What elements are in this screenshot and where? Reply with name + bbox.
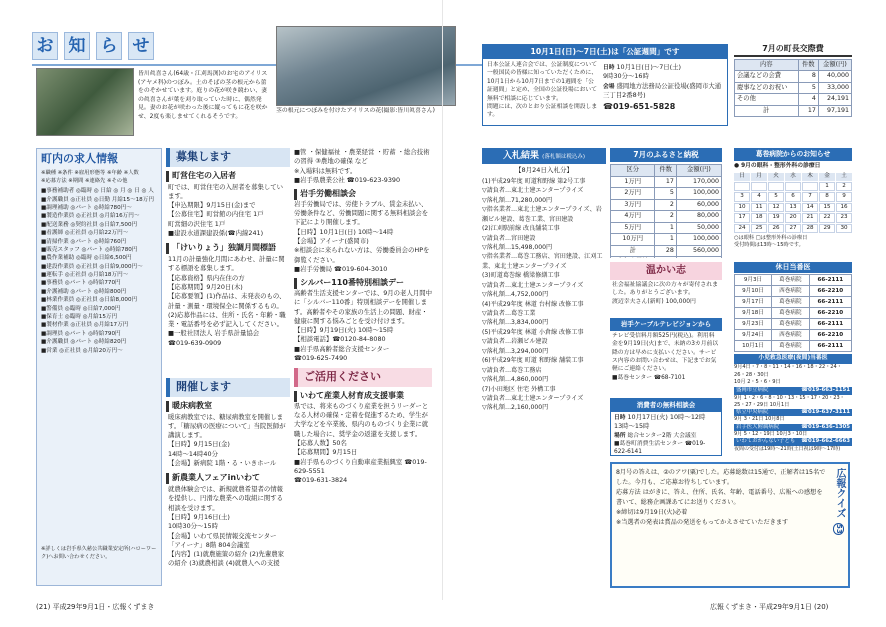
jinzai-body: 県では、将来ものづくり産業を担うリーダーとなる人材の確保・定着を促進するため、学生が大学などを卒業後、県内のものづくり企業に就職した場合に、奨学金の返還を支援します。 【応募人数】50名 【応募期間】9月15日 ■岩手県ものづくり自動車産業振興室 ☎019-629-5551 ☎019-631-3824 — [294, 401, 429, 485]
calendar-day: 26 — [768, 224, 784, 234]
hospital-body: 9月 5・12・19日 10月3・10日 — [734, 431, 808, 438]
calendar-day: 24 — [734, 224, 750, 234]
calendar-day — [751, 182, 767, 192]
boshu-section — [166, 148, 290, 374]
calendar-day: 22 — [819, 213, 835, 223]
furusato-cell: 2 — [655, 211, 676, 223]
cable-title: 岩手ケーブルテレビジョンから — [610, 318, 722, 331]
silver-body: 高齢者生活支援センターでは、9月の老人月間中に「シルバー110番」特別相談デーを開催します。高齢者やその家族の生活上の問題、財産・健康に関する悩みごとを受け付けます。 【日時】9月19日(火) 10時～15時 【相談電話】☎0120-84-8080 ■岩手県高齢者総合支援センター ☎019-625-7490 — [294, 288, 432, 362]
calendar-day: 25 — [751, 224, 767, 234]
bid-title-bar — [482, 148, 606, 164]
holiday-cell: 西巻病院 — [772, 330, 810, 341]
furusato-cell: 1 — [655, 222, 676, 234]
photo2-caption: 茎の根元につぼみを付けたアイリスの花(撮影:皆川眞喜さん) — [276, 108, 435, 114]
furusato-cell: 10万円 — [611, 234, 655, 246]
jinzai-title: いわて産業人材育成支援事業 — [294, 391, 432, 402]
quiz-title: 広報クイズ — [834, 468, 845, 518]
clinic-title: 葛巻病院からのお知らせ — [734, 148, 852, 161]
mayor-cell: 4 — [798, 94, 818, 106]
boshu-s1-title: 町営住宅の入居者 — [166, 171, 290, 182]
mayor-title: 7月の町長交際費 — [734, 44, 852, 57]
calendar-day: 5 — [768, 192, 784, 202]
mayor-cell: 97,191 — [818, 105, 851, 117]
kaisai-s2-title: 新農業人フェアinいわて — [166, 473, 290, 484]
holiday-cell: 66-2111 — [809, 341, 851, 352]
calendar-weekday: 月 — [751, 173, 767, 181]
calendar-day: 12 — [768, 203, 784, 213]
banner-char-4: せ — [128, 32, 154, 60]
holiday-cell: 10月1日 — [735, 341, 772, 352]
calendar-day: 20 — [785, 213, 801, 223]
katsuyo-title: ご活用ください — [294, 368, 432, 387]
furusato-cell: 2万円 — [611, 188, 655, 200]
mayor-cell: 33,000 — [818, 82, 851, 94]
holiday-cell: 66-2210 — [809, 308, 851, 319]
hospital-body: 9月 1・2・6・8・10・13・15・17・20・23・25・27・29日 10月1日 — [734, 394, 845, 408]
holiday-cell: 66-2111 — [809, 275, 851, 286]
page-banner — [32, 32, 172, 62]
calendar-weekday: 水 — [785, 173, 801, 181]
hospital-body: 夜間の受付は19時～21時(土日祝は9時～17時) — [734, 445, 841, 452]
calendar-day: 30 — [836, 224, 852, 234]
calendar-day: 21 — [802, 213, 818, 223]
boshu-s2-title: 「けいりょう」独調月間標語 — [166, 243, 290, 254]
holiday-cell: 66-2111 — [809, 297, 851, 308]
furusato-cell — [676, 257, 721, 258]
furusato-title: 7月のふるさと納税 — [610, 148, 722, 162]
donation-panel — [610, 262, 722, 314]
holiday-cell: 葛巻病院 — [772, 275, 810, 286]
calendar-day — [768, 182, 784, 192]
mayor-cell: 5 — [798, 82, 818, 94]
holiday-cell: 9月24日 — [735, 330, 772, 341]
consumer-place-value: 総合センター2階 大会議室 — [627, 432, 697, 439]
calendar-day: 19 — [768, 213, 784, 223]
quiz-panel — [610, 462, 850, 588]
banner-char-3: ら — [96, 32, 122, 60]
holiday-panel — [734, 262, 852, 458]
furusato-table — [610, 164, 722, 258]
labor-title: 岩手労働相談会 — [294, 189, 432, 200]
hospital-block — [734, 424, 852, 439]
furusato-h2: 金額(円) — [676, 165, 721, 177]
mayor-cell: 慶事などのお祝い — [735, 82, 799, 94]
holiday-cell: 9月18日 — [735, 308, 772, 319]
calendar-day — [802, 182, 818, 192]
furusato-cell — [655, 257, 676, 258]
kaisai-s1-body: 暖床病教室では、糖尿病教室を開催します。「糖尿病の医療について」当院医師が講演します。 【日時】9月15日(金) 14時～14時40分 【会場】新病院 1階・る・いきホール — [168, 412, 286, 468]
holiday-table — [734, 274, 852, 352]
mayor-cell: 24,191 — [818, 94, 851, 106]
hospital-tel: ☎019-637-3111 — [801, 409, 850, 416]
calendar-day: 17 — [734, 213, 750, 223]
clinic-calendar — [734, 173, 852, 233]
footer-right: 広報くずまき・平成29年9月1日 (20) — [710, 603, 829, 611]
bid-body: (1)平成29年度 町道和野線 第2号工事 ▽請負者…東北土建エンタープライズ ▽落札額…71,280,000円 ▽指名業者…東北土建エンタープライズ、岩瀬ビル建設、葛巻工業、宮田建設 (2)江刈駅前線 改良舗装工事 ▽請負者…宮田建設 ▽落札額…15,498,000円 ▽指名業者…葛巻工務店、宮田建設、江刈工業、東北土建エンタープライズ (3)町道葛巻線 橋梁修繕工事 ▽請負者…東北土建エンタープライズ ▽落札額…4,752,000円 (4)平成29年度 林道 台村線 改修工事 ▽請負者…葛巻工業 ▽落札額…3,834,000円 (5)平成29年度 林道 小倉線 改修工事 ▽請負者…岩瀬ビル建設 ▽落札額…3,294,000円 (6)平成29年度 町道 和野線 舗装工事 ▽請負者…葛巻工務店 ▽落札額…4,860,000円 (7)小田地区 住宅 外構工事 ▽請負者…東北土建エンタープライズ ▽落札額…2,160,000円 — [482, 177, 603, 412]
holiday-cell: 9月23日 — [735, 319, 772, 330]
holiday-cell: 66-2210 — [809, 286, 851, 297]
donation-body: 社会福祉協議会に次の方々が寄付されました。ありがとうございます。 渡辺幸夫さん(新町) 100,000円 — [612, 281, 719, 305]
silver-title: シルバー110番特別相談デー — [294, 278, 432, 289]
calendar-day: 1 — [819, 182, 835, 192]
calendar-weekday: 火 — [768, 173, 784, 181]
calendar-weekday: 木 — [802, 173, 818, 181]
banner-char-2: 知 — [64, 32, 90, 60]
furusato-h1: 件数 — [655, 165, 676, 177]
furusato-cell: 60,000 — [676, 199, 721, 211]
mayor-table — [734, 59, 852, 118]
furusato-cell: 4万円 — [611, 211, 655, 223]
kaisai-section — [166, 378, 290, 586]
calendar-day: 2 — [836, 182, 852, 192]
pediatric-title: 小児救急医療(夜間)当番医 — [734, 354, 852, 364]
notice-title: 10月1日(日)～7日(土)は「公証週間」です — [483, 45, 727, 59]
iris-photo-detail — [276, 26, 456, 106]
furusato-cell: 50,000 — [676, 222, 721, 234]
notice-contact: ☎019-651-5828 — [603, 101, 676, 111]
furusato-cell: 80,000 — [676, 211, 721, 223]
holiday-cell: 葛巻病院 — [772, 297, 810, 308]
calendar-day: 27 — [785, 224, 801, 234]
notice-date-label: 日時 — [603, 65, 615, 71]
furusato-cell: 100,000 — [676, 234, 721, 246]
calendar-day: 8 — [819, 192, 835, 202]
holiday-cell: 葛巻病院 — [772, 319, 810, 330]
banner-char-1: お — [32, 32, 58, 60]
hospital-name: 県立中央病院 — [736, 409, 769, 416]
hospital-tel: ☎019-662-6663 — [801, 438, 850, 445]
hospital-block — [734, 387, 852, 409]
consumer-title: 消費者の無料相談会 — [611, 399, 721, 412]
furusato-cell: 2 — [655, 199, 676, 211]
labor-body: 岩手労働局では、労使トラブル、賃金未払い、労働条件など、労働問題に関する無料相談会を下記により開催します。 【日時】10月1日(日) 10時～14時 【会場】アイーナ(盛岡市) ※相談会に来られない方は、労働委員会のHPを御覧ください。 ■岩手労働局 ☎019-604-3010 — [294, 199, 430, 273]
jobs-body: ■事務補助者 ◎臨時 ◎ 日給 ◎ 月 ◎ 日 ◎ 人 ■介護職員 ◎正社員 ◎日勤 月給15～18万円 ■調理補助 ◎パート ◎時給780円～ ■製造作業員 ◎正社員 ◎月給16万円～ ■配送業務 ◎契約社員 ◎日給7,500円 ■看護師 ◎正社員 ◎月給22万円～ ■清掃作業 ◎パート ◎時給760円 ■販売スタッフ ◎パート ◎時給780円 ■農作業補助 ◎臨時 ◎日給6,500円 ■建設作業員 ◎正社員 ◎日給9,000円～ ■運転手 ◎正社員 ◎月給18万円～ ■事務員 ◎パート ◎時給770円 ■介護補助 ◎パート ◎時給800円 ■林業作業員 ◎正社員 ◎日給8,000円 ■警備員 ◎臨時 ◎日給7,000円 ■保育士 ◎臨時 ◎月給15万円 ■製材作業 ◎正社員 ◎月給17万円 ■調理員 ◎パート ◎時給790円 ■介護職員 ◎パート ◎時給820円 ■営業 ◎正社員 ◎月給20万円～ — [41, 188, 154, 354]
iris-photo-main — [36, 68, 134, 136]
jobs-intro: ※職種 ※条件 ※雇用形態等 ※年齢 ※人数 ※応募方法 ※期間 ※連絡先 ※その他 — [41, 169, 139, 184]
calendar-weekday: 日 — [734, 173, 750, 181]
quiz-body: 8月号の答えは、②のアワ(粟)でした。応募総数は15通で、正解者は15名でした。今月も、ご応募お待ちしています。 応募方法 はがきに、答え、住所、氏名、年齢、電話番号、広報への感想を書いて、総務企画課あてにお送りください。 ※締切は9月19日(火)必着 ※当選者の発表は賞品の発送をもってかえさせていただきます — [616, 469, 826, 526]
furusato-cell: 560,000 — [676, 245, 721, 257]
mayor-cell: 17 — [798, 105, 818, 117]
mayor-h0: 内容 — [735, 59, 799, 71]
consumer-date-label: 日時 — [614, 414, 626, 421]
center-gutter — [442, 0, 443, 600]
furusato-cell: 28 — [655, 245, 676, 257]
notice-place-label: 会場 — [603, 83, 615, 90]
footer-left: (21) 平成29年9月1日・広報くずまき — [36, 603, 155, 611]
furusato-cell: 5万円 — [611, 222, 655, 234]
cable-body: テレビ受信料月額525円(税込)。利用料金を9月19日(火)まで、未納の3カ月前以降の方は早めに支払いください。サービス内容のお問い合わせは、下記までお気軽にご連絡ください。 ■葛巻センター ☎68-7101 — [612, 332, 719, 381]
bid-results-panel — [482, 148, 606, 586]
holiday-cell: 66-2210 — [809, 330, 851, 341]
bid-date: 【8月24日入札分】 — [515, 166, 573, 175]
boshu-s2-body: 11月の計量強化月間にあわせ、計量に関する標語を募集します。 【応募資格】県内在住の方 【応募期間】9月20日(木) 【応募要領】(1)作品は、未発表のもの、計量・測量・環境保全に関係するもの。(2)応募作品には、住所・氏名・年齢・職業・電話番号を必ず記入してください。 ■一般社団法人 岩手県計量協会 ☎019-639-0909 — [168, 255, 286, 347]
kaisai-s1-title: 暖床病教室 — [166, 401, 290, 412]
col3-p0: ■管 ・保健福祉 ・農業経営 ・貯蓄 ・総合技術の習得 ③農地の確保 など ※入場料は無料です。 ■岩手県農業公社 ☎019-623-9390 — [294, 148, 430, 184]
bid-sub: (落札額は税込み) — [542, 154, 585, 160]
calendar-day: 29 — [819, 224, 835, 234]
consumer-contact: ■葛巻町消費生活センター ☎019-622-6141 — [614, 440, 706, 456]
clinic-note: 受付時間は13時～15時です。 — [734, 242, 804, 249]
quiz-title-block — [828, 468, 846, 535]
furusato-cell: 100,000 — [676, 188, 721, 200]
hospital-name: いわておかんない子ども — [736, 438, 796, 445]
furusato-cell — [611, 257, 655, 258]
hospital-tel: ☎019-663-1151 — [801, 387, 850, 394]
holiday-cell: 9月10日 — [735, 286, 772, 297]
mayor-cell: 8 — [798, 71, 818, 83]
col3-section — [294, 148, 432, 586]
hospital-block — [734, 438, 852, 453]
hospital-body: 9月 3・21日 10月8日 — [734, 416, 785, 423]
notice-date-value: 10月1日(日)～7日(土) 9時30分～16時 — [603, 63, 682, 81]
calendar-day: 4 — [751, 192, 767, 202]
calendar-day — [785, 182, 801, 192]
notice-place-value: 盛岡地方法務局公証役場(盛岡市大通三丁目2番8号) — [603, 81, 722, 100]
calendar-weekday: 金 — [819, 173, 835, 181]
jobs-footer: ※詳しくは岩手県久慈公共職業安定所(ハローワーク)へお問い合わせください。 — [41, 546, 157, 560]
holiday-title: 休日当番医 — [734, 262, 852, 273]
consumer-panel — [610, 398, 722, 456]
furusato-cell: 170,000 — [676, 176, 721, 188]
boshu-s1-body: 町では、町営住宅の入居者を募集しています。 【申込期限】9月15日(金)まで 【公募住宅】町営館の内住宅 1戸 町営細の沢住宅 1戸 ■建設水道課建設係(☎内線241) — [168, 182, 284, 238]
mayor-cell: その他 — [735, 94, 799, 106]
pediatric-body: 9月4日・7・8・11・14・16・18・22・24・26・28・30日 10月 2・5・6・9日 — [734, 364, 842, 385]
kaisai-s2-body: 就農体験会では、新規就農希望者の情報を提供し、円滑な農業への取組に関する相談を受けます。 【日時】9月16日(土) 10時30分～15時 【会場】いわて県民情報交流センター「アイーナ」8階 804会議室 【内容】(1)就農施策の紹介 (2)先輩農家の紹介 (3)就農相談 (4)就農人への支援 — [168, 485, 284, 568]
holiday-cell: 葛巻病院 — [772, 341, 810, 352]
calendar-day: 23 — [836, 213, 852, 223]
hospital-name: 岩手医大附属病院 — [736, 423, 780, 430]
calendar-day: 14 — [802, 203, 818, 213]
clinic-legend: ○は眼科 □は整形外科の診療日 — [734, 235, 808, 242]
calendar-weekday: 土 — [836, 173, 852, 181]
calendar-day: 16 — [836, 203, 852, 213]
calendar-day: 7 — [802, 192, 818, 202]
donation-title: 温かい志 — [610, 262, 722, 280]
holiday-cell: 葛巻病院 — [772, 308, 810, 319]
boshu-title: 募集します — [166, 148, 290, 167]
calendar-day: 10 — [734, 203, 750, 213]
calendar-day: 9 — [836, 192, 852, 202]
notice-panel — [482, 44, 728, 126]
furusato-panel — [610, 148, 722, 258]
furusato-h0: 区分 — [611, 165, 655, 177]
calendar-day: 13 — [785, 203, 801, 213]
mayor-expense-panel — [734, 44, 852, 124]
notice-body: 日本公証人連合会では、公証制度について一般国民の皆様に知っていただくために、10月1日から10月7日までの1週間を「公証週間」と定め、全国の公証役場において無料で相談に応じています。 問題には、次のとおり公証相談を開設します。 — [487, 62, 598, 119]
furusato-cell: 5 — [655, 188, 676, 200]
mayor-cell: 会議などの会費 — [735, 71, 799, 83]
consumer-place-label: 場所 — [614, 432, 626, 439]
furusato-cell: 計 — [611, 245, 655, 257]
bid-title: 入札結果 — [503, 151, 540, 161]
photo-caption: 皆川眞喜さん(64歳・江刈馬渕)のお宅のアイリス(アヤメ科)のつぼみ。土のそばの茎の根元から蕾をのぞかせています。庭りの花が咲き競わい、妻の眞喜さんが葉を刈り取っていた時に、偶然発見。妻のお花が咲わった後に縦ってもに花を咲かせ、2度も楽しませてくれるそうです。 — [138, 71, 268, 120]
furusato-cell: 1万円 — [611, 176, 655, 188]
holiday-cell: 66-2111 — [809, 319, 851, 330]
jobs-title: 町内の求人情報 — [41, 152, 118, 165]
calendar-day: 3 — [734, 192, 750, 202]
kaisai-title: 開催します — [166, 378, 290, 397]
calendar-day: 6 — [785, 192, 801, 202]
calendar-day: 28 — [802, 224, 818, 234]
furusato-cell: 1 — [655, 234, 676, 246]
quiz-number: 53 — [833, 523, 844, 535]
hospital-name: 盛岡市立病院 — [736, 387, 769, 394]
hospital-block — [734, 409, 852, 424]
consumer-date-value: 10月17日(火) 10時～12時 13時～15時 — [614, 412, 706, 431]
furusato-cell: 3万円 — [611, 199, 655, 211]
mayor-cell: 計 — [735, 105, 799, 117]
clinic-panel — [734, 148, 852, 258]
mayor-h1: 件数 — [798, 59, 818, 71]
calendar-day: 11 — [751, 203, 767, 213]
jobs-panel — [36, 148, 162, 586]
mayor-h2: 金額(円) — [818, 59, 851, 71]
clinic-sub: ● 9月の眼科・整形外科の診療日 — [734, 163, 821, 170]
furusato-cell: 17 — [655, 176, 676, 188]
holiday-cell: 9月17日 — [735, 297, 772, 308]
calendar-day: 15 — [819, 203, 835, 213]
cable-panel — [610, 318, 722, 392]
holiday-cell: 9月3日 — [735, 275, 772, 286]
calendar-day: 18 — [751, 213, 767, 223]
calendar-day — [734, 182, 750, 192]
holiday-cell: 西巻病院 — [772, 286, 810, 297]
mayor-cell: 40,000 — [818, 71, 851, 83]
hospital-tel: ☎019-636-1305 — [801, 423, 850, 430]
